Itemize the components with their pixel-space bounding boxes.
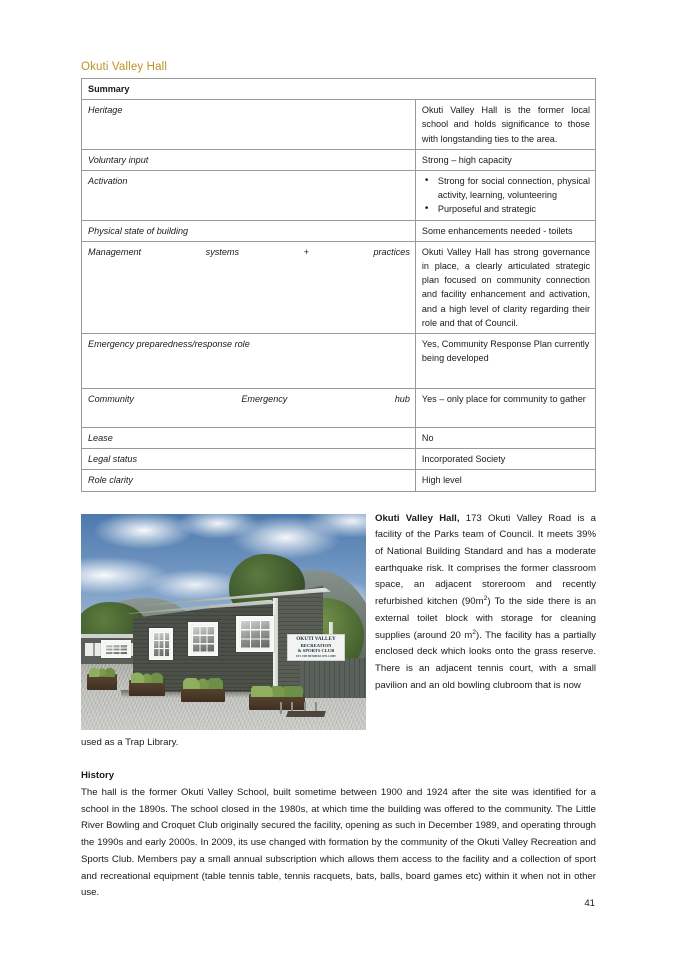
page-title: Okuti Valley Hall [81, 61, 168, 73]
page-content [81, 60, 596, 902]
window-centre [188, 622, 218, 656]
hall-photograph [81, 514, 366, 730]
sign-line-4: EST. 1989 MEMBERS WELCOME [296, 655, 336, 659]
page-number: 41 [584, 898, 595, 909]
facility-description-part1: 173 Okuti Valley Road is a facility of the Parks team of Council. It meets 39% of National Building Standard and has a moderate earthquake risk. It comprises the former classroom space, an adjacent storeroom and recently refurbished kitchen (90m [375, 512, 596, 608]
table-row [82, 428, 596, 449]
row-label-voluntary-input: Voluntary input [82, 149, 416, 170]
table-row [82, 470, 596, 491]
table-row [82, 449, 596, 470]
table-row [82, 100, 596, 150]
facility-description-part2: ) To the side there is an external toilet block with storage for cleaning supplies (around 20 m [375, 596, 596, 641]
row-label-emergency-preparedness: Emergency preparedness/response role [82, 334, 416, 389]
window-left [149, 628, 173, 660]
summary-header-cell: Summary [82, 79, 596, 100]
row-value-physical-state: Some enhancements needed - toilets [415, 220, 595, 241]
facility-description-tail: used as a Trap Library. [81, 736, 179, 748]
row-label-lease: Lease [82, 428, 416, 449]
club-sign [287, 634, 345, 661]
list-item: • Strong for social connection, physical activity, learning, volunteering [438, 174, 590, 202]
table-row [82, 389, 596, 428]
row-value-heritage: Okuti Valley Hall is the former local school and holds significance to those with longstanding ties to the area. [415, 100, 595, 150]
row-label-activation: Activation [82, 171, 416, 221]
row-label-management-systems: Management systems + practices [82, 241, 416, 333]
row-value-management-systems: Okuti Valley Hall has strong governance in place, a clearly articulated strategic plan focused on community connection and facility enhancement and activation, and a high level of clarity regarding their role and that of Council. [415, 241, 595, 333]
table-row [82, 220, 596, 241]
window-small [101, 640, 131, 658]
sign-line-3: & SPORTS CLUB [297, 648, 335, 654]
row-label-role-clarity: Role clarity [82, 470, 416, 491]
facility-description-lead: Okuti Valley Hall, [375, 512, 460, 524]
activation-bullet-list [422, 174, 590, 217]
superscript-square-metres-1: 2 [483, 594, 488, 602]
row-value-legal-status: Incorporated Society [415, 449, 595, 470]
row-value-activation [415, 171, 595, 221]
row-label-heritage: Heritage [82, 100, 416, 150]
row-value-voluntary-input: Strong – high capacity [415, 149, 595, 170]
table-row [82, 334, 596, 389]
planter-box [87, 674, 117, 690]
fence-right [300, 658, 366, 698]
photo-and-description [81, 511, 596, 752]
summary-table [81, 78, 596, 492]
history-heading: History [81, 770, 115, 782]
list-item: • Purposeful and strategic [438, 202, 590, 216]
window-right [236, 616, 274, 652]
planter-box [181, 686, 225, 702]
sign-line-2: RECREATION [300, 642, 332, 648]
row-label-legal-status: Legal status [82, 449, 416, 470]
drain-grate [286, 711, 326, 717]
table-row [82, 171, 596, 221]
facility-description-part3: ). The facility has a partially enclosed deck which looks onto the grass reserve. There is an adjacent tennis court, with a small pavilion and an old bowling clubroom that is now [375, 629, 596, 691]
row-label-physical-state: Physical state of building [82, 220, 416, 241]
row-label-emergency-hub: Community Emergency hub [82, 389, 416, 428]
table-row [82, 241, 596, 333]
row-value-emergency-hub: Yes – only place for community to gather [415, 389, 595, 428]
sign-line-1: OKUTI VALLEY [296, 635, 336, 642]
table-row-header [82, 79, 596, 100]
row-value-role-clarity: High level [415, 470, 595, 491]
row-value-lease: No [415, 428, 595, 449]
history-text: The hall is the former Okuti Valley School, built sometime between 1900 and 1924 after the site was identified for a school in the 1890s. The school closed in the 1980s, at which time the building was offered to the community. The Little River Bowling and Croquet Club originally secured the facility, opening as such in December 1989, and operating through the 1990s and early 2000s. In 2009, its use changed with formation by the community of the Okuti Valley Recreation and Sports Club. Members pay a small annual subscription which allows them access to the facility and a collection of sport and recreational equipment (table tennis table, tennis racquets, bats, balls, board games etc) within it when not in other use. [81, 787, 596, 899]
row-value-emergency-preparedness: Yes, Community Response Plan currently being developed [415, 334, 595, 389]
planter-box [129, 680, 165, 696]
superscript-square-metres-2: 2 [472, 628, 477, 636]
table-row [82, 149, 596, 170]
